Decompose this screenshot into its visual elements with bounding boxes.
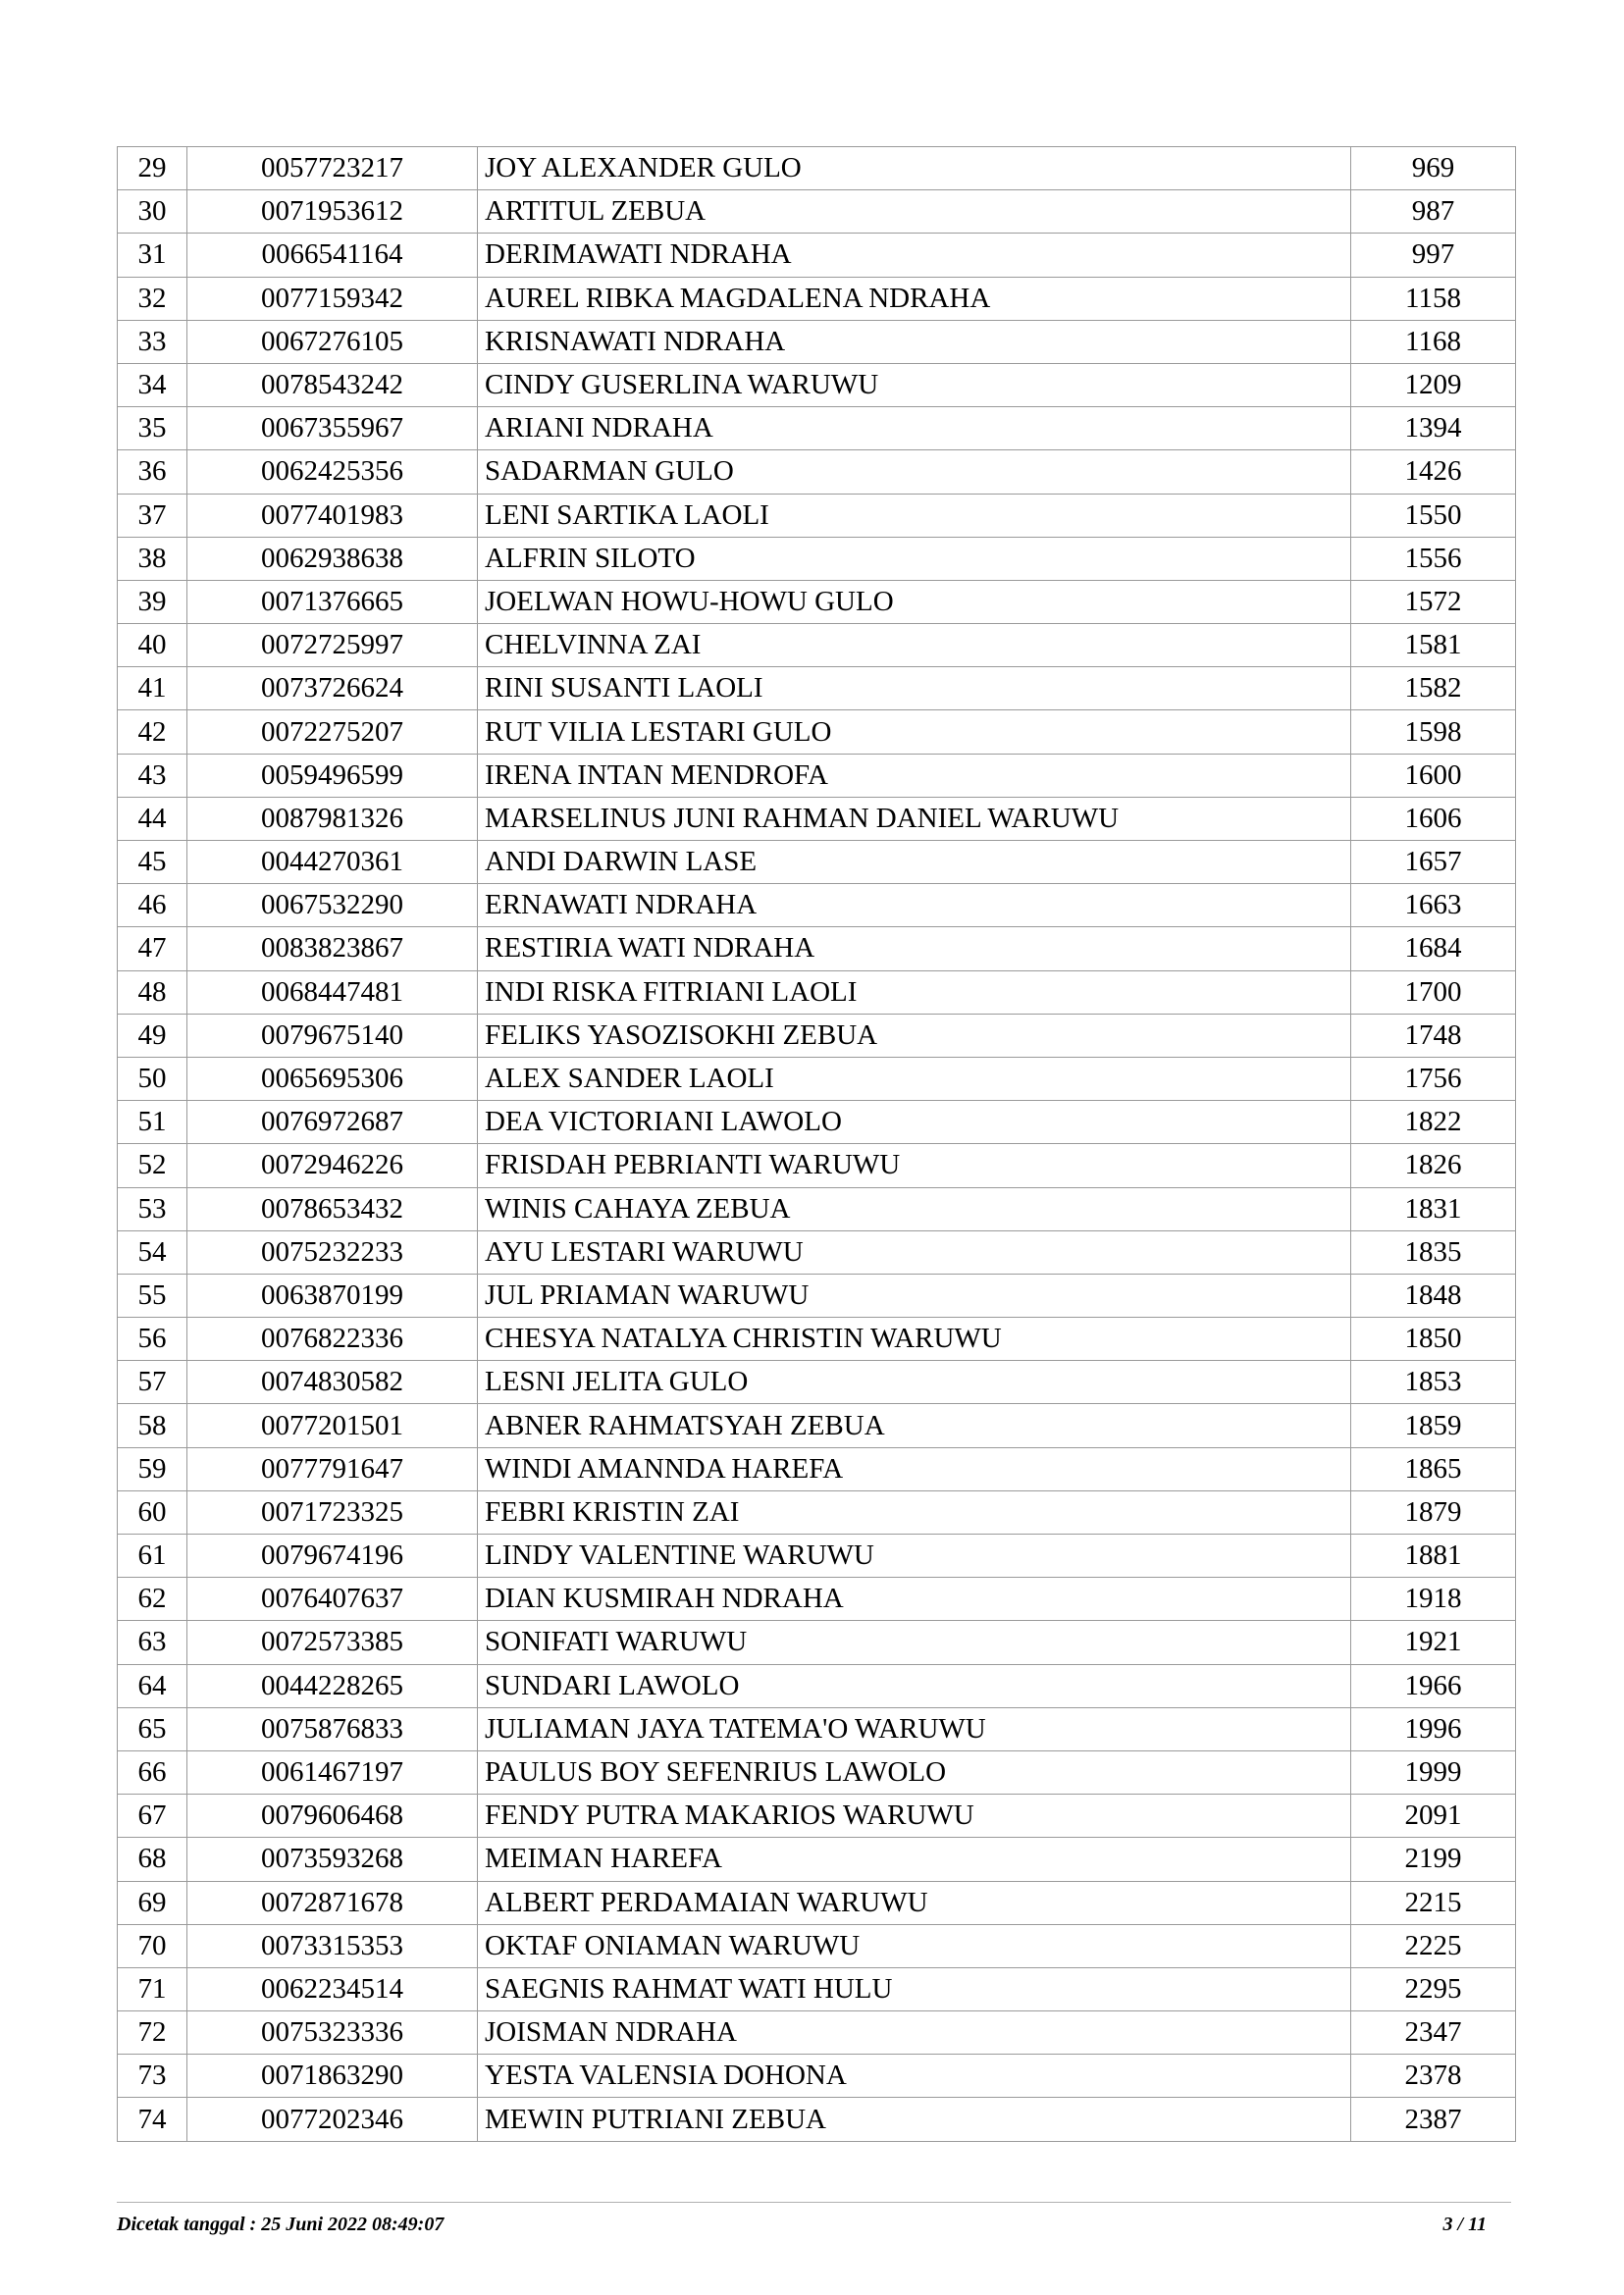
table-row [118,970,1516,1014]
print-date-label: Dicetak tanggal : 25 Juni 2022 08:49:07 [117,2214,445,2235]
student-name-cell: CHELVINNA ZAI [478,624,1351,667]
row-number: 55 [118,1274,187,1317]
rank-cell: 1600 [1351,754,1516,797]
table-row [118,1750,1516,1794]
student-name-cell: JOY ALEXANDER GULO [478,147,1351,190]
row-number: 60 [118,1490,187,1534]
student-name-cell: MEWIN PUTRIANI ZEBUA [478,2098,1351,2141]
row-number: 45 [118,841,187,884]
nisn-cell: 0065695306 [187,1057,478,1100]
student-name-cell: CHESYA NATALYA CHRISTIN WARUWU [478,1318,1351,1361]
rank-cell: 1850 [1351,1318,1516,1361]
student-name-cell: FEBRI KRISTIN ZAI [478,1490,1351,1534]
student-name-cell: ALBERT PERDAMAIAN WARUWU [478,1881,1351,1924]
nisn-cell: 0078543242 [187,363,478,406]
student-name-cell: WINIS CAHAYA ZEBUA [478,1187,1351,1230]
student-name-cell: WINDI AMANNDA HAREFA [478,1447,1351,1490]
student-name-cell: ABNER RAHMATSYAH ZEBUA [478,1404,1351,1447]
table-row [118,841,1516,884]
rank-cell: 1209 [1351,363,1516,406]
nisn-cell: 0071863290 [187,2055,478,2098]
student-name-cell: INDI RISKA FITRIANI LAOLI [478,970,1351,1014]
student-name-cell: MEIMAN HAREFA [478,1838,1351,1881]
table-row [118,1230,1516,1274]
row-number: 44 [118,797,187,840]
rank-cell: 1756 [1351,1057,1516,1100]
row-number: 37 [118,494,187,537]
nisn-cell: 0071723325 [187,1490,478,1534]
nisn-cell: 0078653432 [187,1187,478,1230]
nisn-cell: 0044228265 [187,1664,478,1707]
rank-cell: 1835 [1351,1230,1516,1274]
rank-cell: 1700 [1351,970,1516,1014]
rank-cell: 1158 [1351,277,1516,320]
row-number: 62 [118,1578,187,1621]
table-row [118,1101,1516,1144]
row-number: 34 [118,363,187,406]
nisn-cell: 0057723217 [187,147,478,190]
nisn-cell: 0062938638 [187,537,478,580]
table-row [118,1318,1516,1361]
nisn-cell: 0072871678 [187,1881,478,1924]
footer-divider [117,2202,1511,2203]
table-row [118,710,1516,754]
table-row [118,2055,1516,2098]
student-name-cell: ARTITUL ZEBUA [478,190,1351,234]
row-number: 65 [118,1707,187,1750]
row-number: 74 [118,2098,187,2141]
nisn-cell: 0076407637 [187,1578,478,1621]
table-row [118,1664,1516,1707]
rank-cell: 1168 [1351,320,1516,363]
student-name-cell: PAULUS BOY SEFENRIUS LAWOLO [478,1750,1351,1794]
nisn-cell: 0073315353 [187,1924,478,1967]
rank-cell: 2295 [1351,1967,1516,2010]
rank-cell: 1879 [1351,1490,1516,1534]
table-row [118,1404,1516,1447]
nisn-cell: 0072725997 [187,624,478,667]
table-row [118,277,1516,320]
rank-cell: 1848 [1351,1274,1516,1317]
rank-cell: 2225 [1351,1924,1516,1967]
table-row [118,1447,1516,1490]
row-number: 50 [118,1057,187,1100]
table-row [118,927,1516,970]
nisn-cell: 0072275207 [187,710,478,754]
table-row [118,1535,1516,1578]
rank-cell: 1822 [1351,1101,1516,1144]
row-number: 61 [118,1535,187,1578]
rank-cell: 1826 [1351,1144,1516,1187]
rank-cell: 1918 [1351,1578,1516,1621]
table-row [118,1578,1516,1621]
rank-cell: 2347 [1351,2011,1516,2055]
nisn-cell: 0059496599 [187,754,478,797]
table-body [118,147,1516,2142]
page-number: 3 / 11 [1442,2214,1487,2235]
student-name-cell: KRISNAWATI NDRAHA [478,320,1351,363]
student-name-cell: SUNDARI LAWOLO [478,1664,1351,1707]
row-number: 67 [118,1795,187,1838]
nisn-cell: 0077202346 [187,2098,478,2141]
table-row [118,884,1516,927]
nisn-cell: 0074830582 [187,1361,478,1404]
table-row [118,754,1516,797]
row-number: 51 [118,1101,187,1144]
rank-cell: 1663 [1351,884,1516,927]
nisn-cell: 0044270361 [187,841,478,884]
nisn-cell: 0076822336 [187,1318,478,1361]
row-number: 49 [118,1014,187,1057]
table-row [118,1795,1516,1838]
student-name-cell: YESTA VALENSIA DOHONA [478,2055,1351,2098]
row-number: 68 [118,1838,187,1881]
table-row [118,2098,1516,2141]
nisn-cell: 0087981326 [187,797,478,840]
nisn-cell: 0067532290 [187,884,478,927]
table-row [118,450,1516,494]
student-name-cell: AUREL RIBKA MAGDALENA NDRAHA [478,277,1351,320]
row-number: 66 [118,1750,187,1794]
row-number: 63 [118,1621,187,1664]
table-row [118,667,1516,710]
rank-cell: 997 [1351,234,1516,277]
student-name-cell: RINI SUSANTI LAOLI [478,667,1351,710]
row-number: 64 [118,1664,187,1707]
nisn-cell: 0075232233 [187,1230,478,1274]
row-number: 52 [118,1144,187,1187]
table-row [118,234,1516,277]
student-name-cell: DIAN KUSMIRAH NDRAHA [478,1578,1351,1621]
rank-cell: 1606 [1351,797,1516,840]
table-row [118,1187,1516,1230]
row-number: 31 [118,234,187,277]
rank-cell: 1394 [1351,407,1516,450]
rank-cell: 1881 [1351,1535,1516,1578]
row-number: 33 [118,320,187,363]
table-row [118,1361,1516,1404]
nisn-cell: 0072946226 [187,1144,478,1187]
student-name-cell: ANDI DARWIN LASE [478,841,1351,884]
table-row [118,1490,1516,1534]
row-number: 59 [118,1447,187,1490]
rank-cell: 1966 [1351,1664,1516,1707]
nisn-cell: 0083823867 [187,927,478,970]
student-name-cell: MARSELINUS JUNI RAHMAN DANIEL WARUWU [478,797,1351,840]
rank-cell: 2091 [1351,1795,1516,1838]
rank-cell: 2215 [1351,1881,1516,1924]
nisn-cell: 0063870199 [187,1274,478,1317]
row-number: 38 [118,537,187,580]
nisn-cell: 0076972687 [187,1101,478,1144]
row-number: 69 [118,1881,187,1924]
table-row [118,1881,1516,1924]
rank-cell: 1598 [1351,710,1516,754]
table-row [118,1924,1516,1967]
rank-cell: 1748 [1351,1014,1516,1057]
rank-cell: 1859 [1351,1404,1516,1447]
rank-cell: 2378 [1351,2055,1516,2098]
student-name-cell: ALFRIN SILOTO [478,537,1351,580]
row-number: 42 [118,710,187,754]
nisn-cell: 0079675140 [187,1014,478,1057]
table-row [118,1057,1516,1100]
rank-cell: 1921 [1351,1621,1516,1664]
row-number: 46 [118,884,187,927]
row-number: 56 [118,1318,187,1361]
student-name-cell: JOELWAN HOWU-HOWU GULO [478,580,1351,623]
row-number: 43 [118,754,187,797]
row-number: 39 [118,580,187,623]
row-number: 70 [118,1924,187,1967]
table-row [118,1838,1516,1881]
student-name-cell: RUT VILIA LESTARI GULO [478,710,1351,754]
row-number: 71 [118,1967,187,2010]
student-name-cell: LESNI JELITA GULO [478,1361,1351,1404]
rank-cell: 987 [1351,190,1516,234]
student-name-cell: ERNAWATI NDRAHA [478,884,1351,927]
nisn-cell: 0062425356 [187,450,478,494]
student-name-cell: DERIMAWATI NDRAHA [478,234,1351,277]
rank-cell: 1853 [1351,1361,1516,1404]
student-name-cell: JULIAMAN JAYA TATEMA'O WARUWU [478,1707,1351,1750]
nisn-cell: 0075323336 [187,2011,478,2055]
table-row [118,624,1516,667]
rank-cell: 2199 [1351,1838,1516,1881]
student-name-cell: FENDY PUTRA MAKARIOS WARUWU [478,1795,1351,1838]
nisn-cell: 0061467197 [187,1750,478,1794]
table-row [118,1274,1516,1317]
row-number: 30 [118,190,187,234]
rank-cell: 2387 [1351,2098,1516,2141]
table-row [118,363,1516,406]
student-name-cell: DEA VICTORIANI LAWOLO [478,1101,1351,1144]
student-name-cell: IRENA INTAN MENDROFA [478,754,1351,797]
nisn-cell: 0072573385 [187,1621,478,1664]
nisn-cell: 0073593268 [187,1838,478,1881]
table-row [118,537,1516,580]
student-ranking-table [117,146,1516,2142]
rank-cell: 1996 [1351,1707,1516,1750]
nisn-cell: 0077401983 [187,494,478,537]
rank-cell: 1657 [1351,841,1516,884]
table-row [118,320,1516,363]
row-number: 53 [118,1187,187,1230]
student-name-cell: ARIANI NDRAHA [478,407,1351,450]
student-name-cell: RESTIRIA WATI NDRAHA [478,927,1351,970]
rank-cell: 1865 [1351,1447,1516,1490]
student-name-cell: LENI SARTIKA LAOLI [478,494,1351,537]
rank-cell: 1831 [1351,1187,1516,1230]
nisn-cell: 0067355967 [187,407,478,450]
student-name-cell: SAEGNIS RAHMAT WATI HULU [478,1967,1351,2010]
row-number: 32 [118,277,187,320]
nisn-cell: 0077159342 [187,277,478,320]
table-row [118,1144,1516,1187]
nisn-cell: 0071376665 [187,580,478,623]
nisn-cell: 0062234514 [187,1967,478,2010]
rank-cell: 1550 [1351,494,1516,537]
table-row [118,407,1516,450]
student-name-cell: OKTAF ONIAMAN WARUWU [478,1924,1351,1967]
rank-cell: 969 [1351,147,1516,190]
rank-cell: 1556 [1351,537,1516,580]
row-number: 35 [118,407,187,450]
student-name-cell: AYU LESTARI WARUWU [478,1230,1351,1274]
rank-cell: 1582 [1351,667,1516,710]
rank-cell: 1999 [1351,1750,1516,1794]
nisn-cell: 0071953612 [187,190,478,234]
nisn-cell: 0075876833 [187,1707,478,1750]
table-row [118,190,1516,234]
row-number: 41 [118,667,187,710]
nisn-cell: 0079674196 [187,1535,478,1578]
row-number: 36 [118,450,187,494]
student-name-cell: JOISMAN NDRAHA [478,2011,1351,2055]
row-number: 48 [118,970,187,1014]
nisn-cell: 0079606468 [187,1795,478,1838]
rank-cell: 1581 [1351,624,1516,667]
nisn-cell: 0073726624 [187,667,478,710]
row-number: 72 [118,2011,187,2055]
table-row [118,147,1516,190]
table-row [118,1707,1516,1750]
nisn-cell: 0067276105 [187,320,478,363]
student-name-cell: SONIFATI WARUWU [478,1621,1351,1664]
table-row [118,494,1516,537]
table-row [118,1967,1516,2010]
student-name-cell: FELIKS YASOZISOKHI ZEBUA [478,1014,1351,1057]
student-name-cell: LINDY VALENTINE WARUWU [478,1535,1351,1578]
row-number: 29 [118,147,187,190]
nisn-cell: 0066541164 [187,234,478,277]
rank-cell: 1684 [1351,927,1516,970]
nisn-cell: 0077201501 [187,1404,478,1447]
student-name-cell: ALEX SANDER LAOLI [478,1057,1351,1100]
table-row [118,1014,1516,1057]
row-number: 57 [118,1361,187,1404]
table-row [118,2011,1516,2055]
nisn-cell: 0077791647 [187,1447,478,1490]
row-number: 73 [118,2055,187,2098]
student-name-cell: SADARMAN GULO [478,450,1351,494]
row-number: 47 [118,927,187,970]
student-name-cell: JUL PRIAMAN WARUWU [478,1274,1351,1317]
rank-cell: 1426 [1351,450,1516,494]
row-number: 40 [118,624,187,667]
row-number: 54 [118,1230,187,1274]
student-name-cell: CINDY GUSERLINA WARUWU [478,363,1351,406]
table-row [118,580,1516,623]
row-number: 58 [118,1404,187,1447]
nisn-cell: 0068447481 [187,970,478,1014]
rank-cell: 1572 [1351,580,1516,623]
student-name-cell: FRISDAH PEBRIANTI WARUWU [478,1144,1351,1187]
table-row [118,1621,1516,1664]
table-row [118,797,1516,840]
